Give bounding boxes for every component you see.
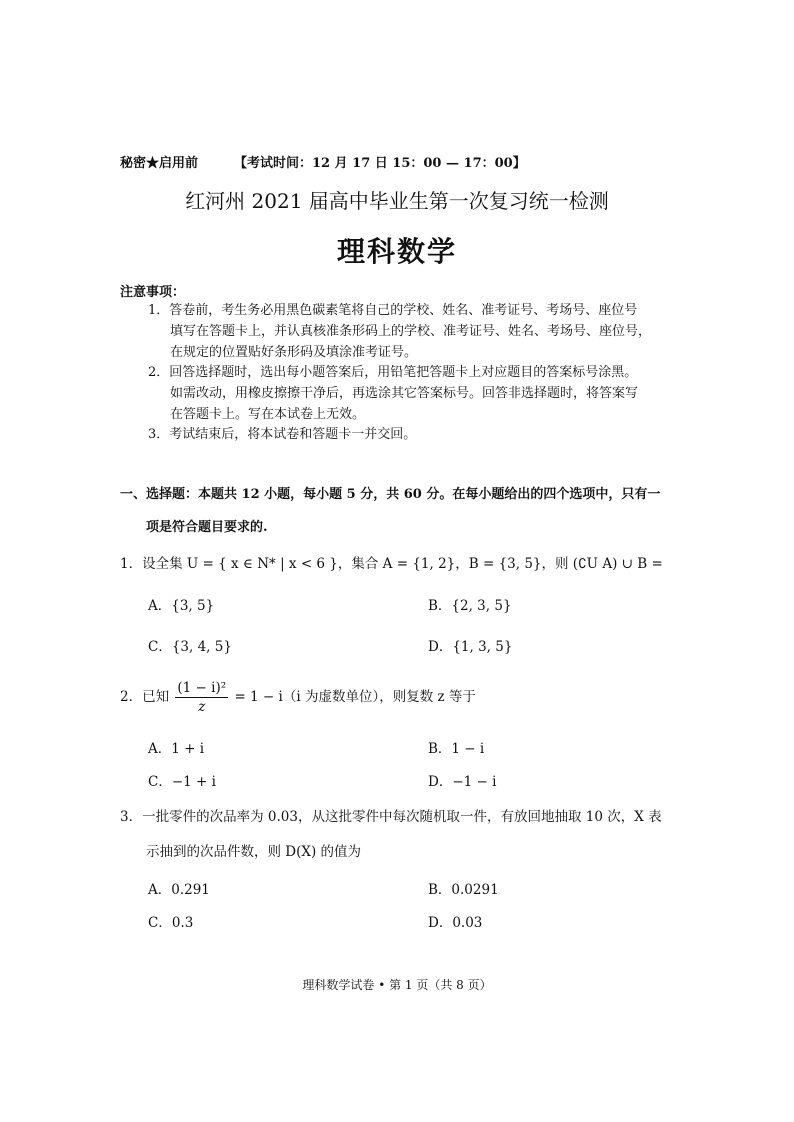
question-2-option-b: B．1 − i: [428, 741, 485, 757]
question-2-fraction: [175, 680, 228, 715]
section-heading-cont: 项是符合题目要求的.: [146, 520, 268, 535]
confidential-label: 秘密★启用前: [120, 156, 199, 171]
question-2-option-a: A．1 + i: [148, 741, 205, 757]
exam-time: 【考试时间：12 月 17 日 15：00 — 17：00】: [234, 156, 526, 171]
question-3-stem-line1: 3．一批零件的次品率为 0.03，从这批零件中每次随机取一件，有放回地抽取 10 次，X 表: [120, 809, 662, 825]
question-3-option-d: D．0.03: [428, 915, 483, 931]
question-2-option-c: C．−1 + i: [148, 774, 216, 790]
question-2-stem: [120, 680, 476, 715]
section-heading: 一、选择题：本题共 12 小题，每小题 5 分，共 60 分。在每小题给出的四个选项中，只有一: [120, 487, 661, 502]
notice-item-3: [148, 424, 688, 445]
question-1-option-a: A．{3, 5}: [148, 598, 215, 614]
fraction-numerator: (1 − i)²: [177, 680, 227, 696]
fraction-denominator: z: [198, 699, 206, 715]
question-2-option-d: D．−1 − i: [428, 774, 497, 790]
exam-title: 红河州 2021 届高中毕业生第一次复习统一检测: [185, 189, 609, 213]
notice-heading: 注意事项：: [120, 285, 186, 300]
question-2-prefix: 2．已知: [120, 689, 170, 705]
notice-item-2: [148, 362, 688, 425]
notice-line: 在规定的位置贴好条形码及填涂准考证号。: [170, 345, 418, 360]
notice-line: 如需改动，用橡皮擦擦干净后，再选涂其它答案标号。回答非选择题时，将答案写: [170, 386, 639, 401]
question-1-option-b: B．{2, 3, 5}: [428, 598, 512, 614]
question-2-suffix: = 1 − i（i 为虚数单位），则复数 z 等于: [234, 689, 476, 705]
question-1-option-d: D．{1, 3, 5}: [428, 639, 513, 655]
question-3-stem-line2: 示抽到的次品件数，则 D(X) 的值为: [146, 844, 362, 860]
notice-line: 1．答卷前，考生务必用黑色碳素笔将自己的学校、姓名、准考证号、考场号、座位号: [148, 303, 638, 318]
page-footer: 理科数学试卷 • 第 1 页（共 8 页）: [302, 978, 492, 992]
question-1-option-c: C．{3, 4, 5}: [148, 639, 232, 655]
subject-title: 理科数学: [336, 235, 457, 268]
question-3-option-c: C．0.3: [148, 915, 194, 931]
question-1-stem: 1．设全集 U = { x ∈ N* | x < 6 }，集合 A = {1, 2}，B = {3, 5}，则 (∁U A) ∪ B =: [120, 556, 663, 572]
notice-line: 填写在答题卡上，并认真核准条形码上的学校、准考证号、姓名、考场号、座位号，: [170, 324, 652, 339]
notice-item-1: [148, 300, 688, 363]
question-3-option-b: B．0.0291: [428, 882, 499, 898]
notice-line: 3．考试结束后，将本试卷和答题卡一并交回。: [148, 427, 417, 442]
notice-line: 在答题卡上。写在本试卷上无效。: [170, 407, 366, 422]
notice-line: 2．回答选择题时，选出每小题答案后，用铅笔把答题卡上对应题目的答案标号涂黑。: [148, 365, 638, 380]
question-3-option-a: A．0.291: [148, 882, 210, 898]
